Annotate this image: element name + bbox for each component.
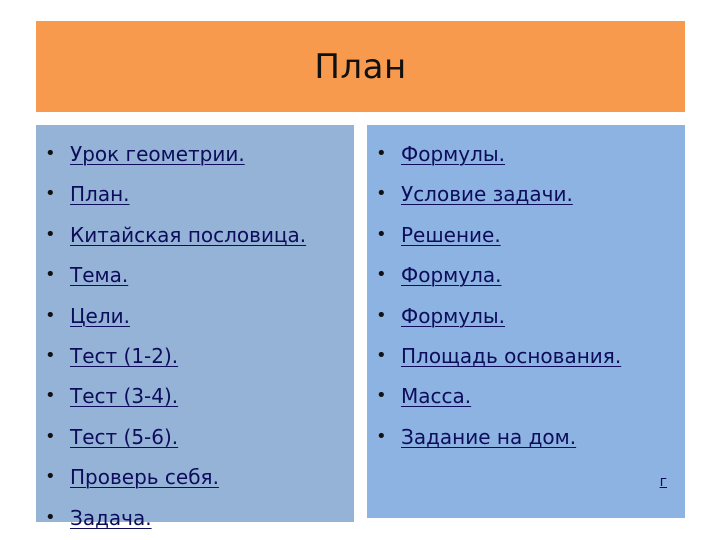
bullet-icon: • bbox=[45, 425, 56, 447]
title-bar bbox=[36, 21, 685, 112]
link-homework[interactable]: Задание на дом. bbox=[401, 424, 577, 449]
bullet-icon: • bbox=[45, 143, 56, 164]
link-test-3-4[interactable]: Тест (3-4). bbox=[70, 384, 179, 409]
bullet-icon: • bbox=[376, 425, 387, 447]
bullet-icon: • bbox=[45, 385, 56, 407]
link-problem[interactable]: Задача. bbox=[70, 505, 152, 530]
link-problem-statement[interactable]: Условие задачи. bbox=[401, 182, 573, 207]
bullet-icon: • bbox=[45, 304, 56, 326]
bullet-icon: • bbox=[45, 506, 56, 528]
link-goals[interactable]: Цели. bbox=[70, 303, 130, 328]
page-title: План bbox=[314, 46, 407, 87]
bullet-icon: • bbox=[45, 183, 56, 205]
left-panel bbox=[36, 125, 354, 530]
bullet-icon: • bbox=[45, 223, 56, 245]
link-topic[interactable]: Тема. bbox=[70, 263, 129, 288]
bullet-icon: • bbox=[45, 466, 56, 488]
bullet-icon: • bbox=[376, 304, 387, 326]
bullet-icon: • bbox=[376, 385, 387, 407]
bullet-icon: • bbox=[376, 183, 387, 205]
link-test-5-6[interactable]: Тест (5-6). bbox=[70, 424, 179, 449]
link-self-check[interactable]: Проверь себя. bbox=[70, 465, 219, 490]
bullet-icon: • bbox=[45, 264, 56, 286]
link-solution[interactable]: Решение. bbox=[401, 222, 501, 247]
link-formulas-2[interactable]: Формулы. bbox=[401, 303, 506, 328]
corner-link[interactable]: г bbox=[659, 474, 667, 490]
link-formula[interactable]: Формула. bbox=[401, 263, 502, 288]
bullet-icon: • bbox=[376, 223, 387, 245]
bullet-icon: • bbox=[376, 264, 387, 286]
link-mass[interactable]: Масса. bbox=[401, 384, 472, 409]
link-lesson[interactable]: Урок геометрии. bbox=[70, 142, 245, 166]
bullet-icon: • bbox=[376, 344, 387, 366]
link-proverb[interactable]: Китайская пословица. bbox=[70, 222, 307, 247]
link-formulas[interactable]: Формулы. bbox=[401, 142, 506, 166]
link-plan[interactable]: План. bbox=[70, 182, 130, 207]
link-base-area[interactable]: Площадь основания. bbox=[401, 343, 622, 368]
bullet-icon: • bbox=[376, 143, 387, 164]
bullet-icon: • bbox=[45, 344, 56, 366]
right-panel bbox=[367, 125, 685, 518]
link-test-1-2[interactable]: Тест (1-2). bbox=[70, 343, 179, 368]
